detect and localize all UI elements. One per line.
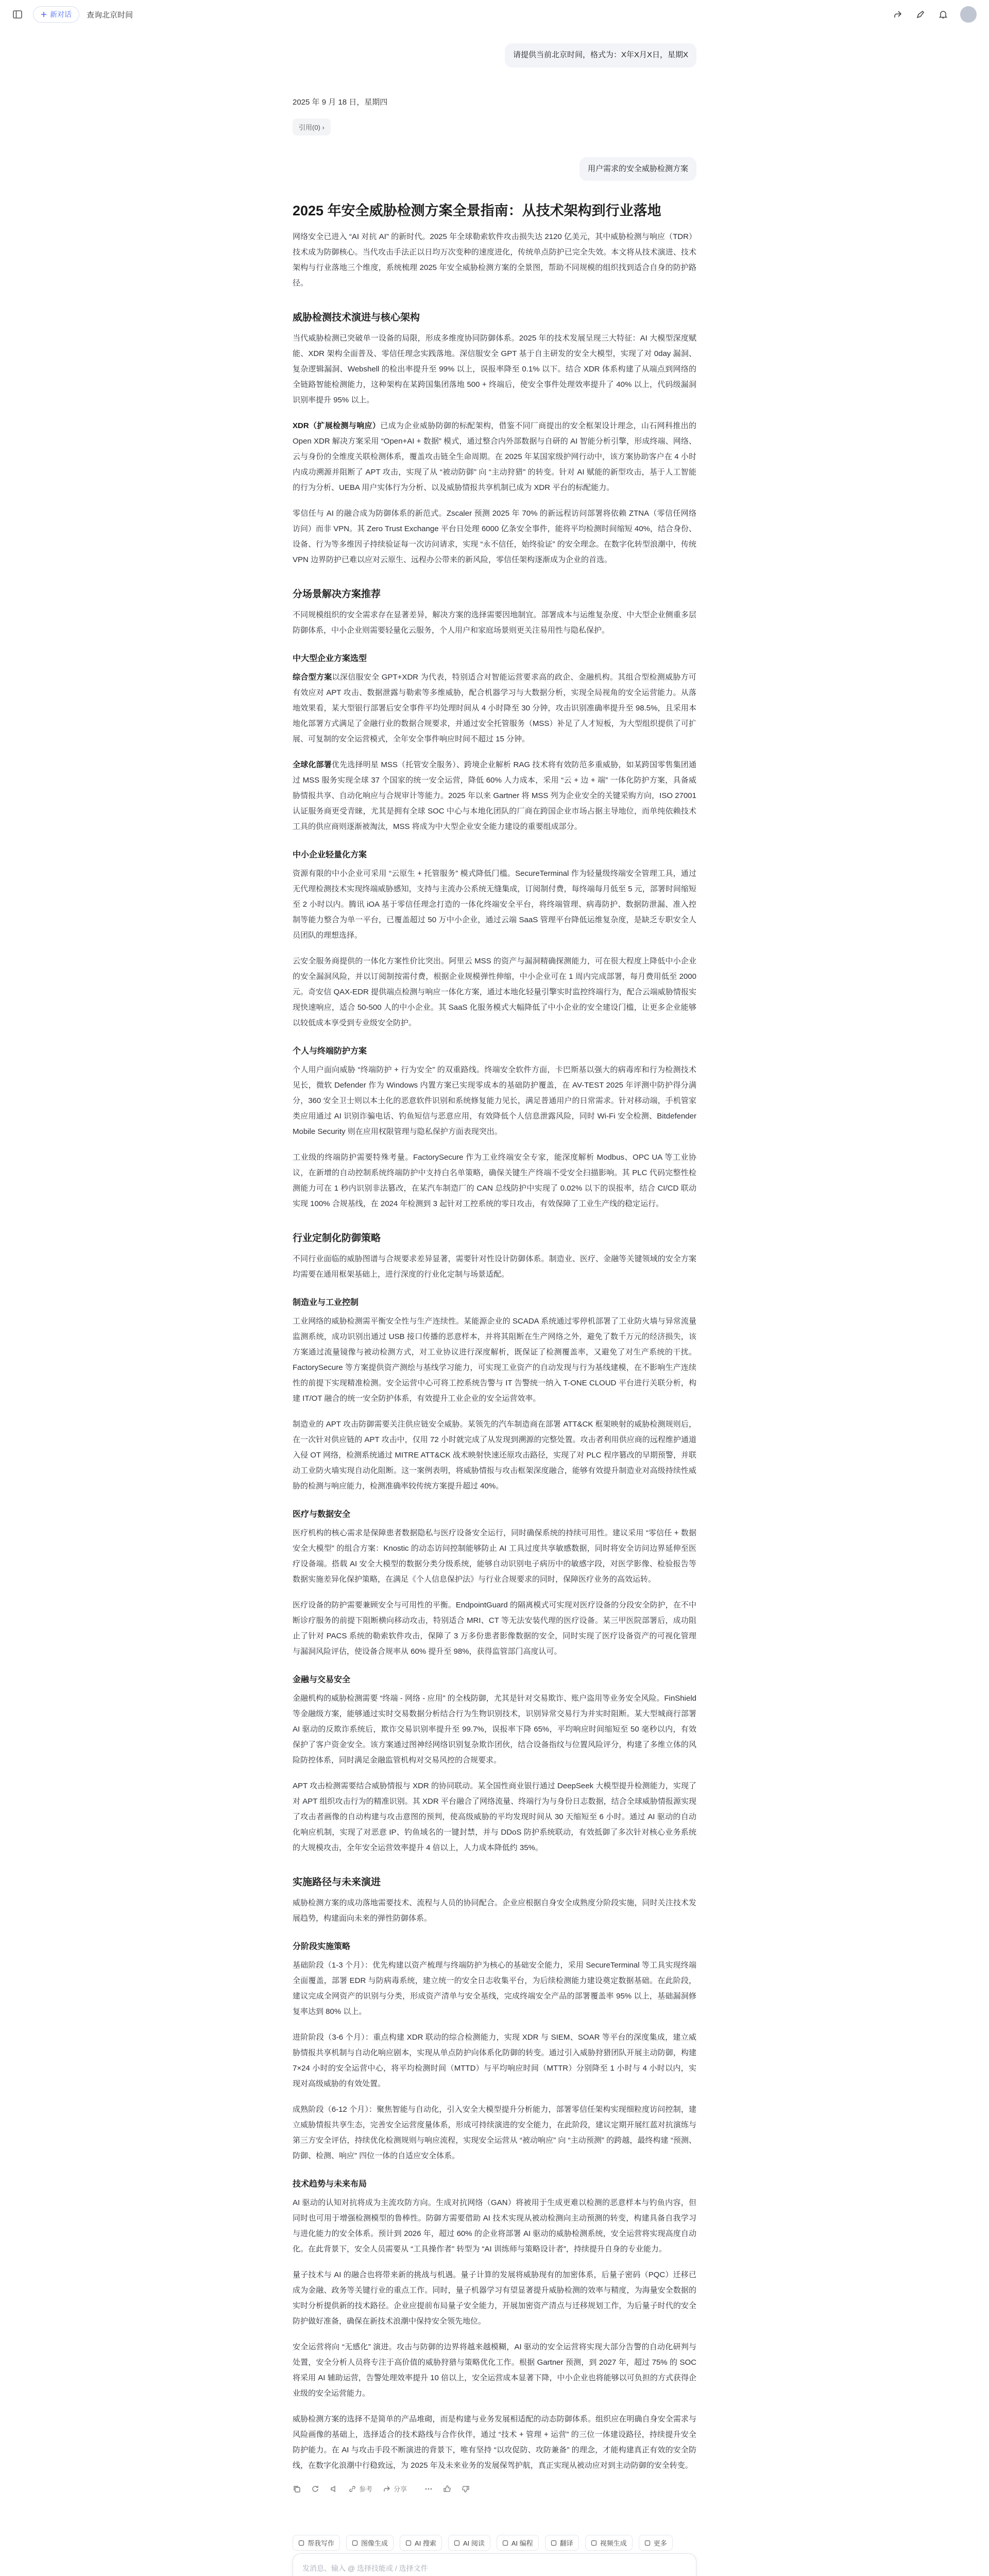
user-message-row xyxy=(293,157,696,181)
section-heading: 分场景解决方案推荐 xyxy=(293,589,381,600)
paragraph: 医疗机构的核心需求是保障患者数据隐私与医疗设备安全运行，同时确保系统的持续可用性。建议采用 “零信任 + 数据安全大模型” 的组合方案：Knostic 的动态访问控制能够防止 AI 工具过度共享敏感数据，同时将安全访问边界延伸至医疗设备端。搭载 AI 安全大模型的数据分类分级系统，能够自动识别电子病历中的敏感字段，对医学影像、检验报告等数据实施差异化保护策略，在满足《个人信息保护法》与行业合规要求的同时，保障医疗业务的高效运转。 xyxy=(293,1529,696,1584)
share-button[interactable] xyxy=(383,2484,407,2494)
assistant-article xyxy=(293,201,696,2473)
tool-chip[interactable] xyxy=(448,2535,490,2551)
reference-pill[interactable] xyxy=(293,118,331,135)
paragraph-lead: XDR（扩展检测与响应） xyxy=(293,421,381,431)
paragraph: AI 驱动的认知对抗将成为主流攻防方向。生成对抗网络（GAN）将被用于生成更难以检测的恶意样本与钓鱼内容，但同时也可用于增强检测模型的鲁棒性。防御方需要借助 AI 技术实现从被动检测向主动预测的转变，构建具备自我学习与进化能力的安全体系。预计到 2026 年，超过 60% 的企业将部署 AI 驱动的威胁检测系统，安全运营将实现高度自动化。在此背景下，安全人员需要从 “工具操作者” 转型为 “AI 训练师与策略设计者”，持续提升自身的专业能力。 xyxy=(293,2198,696,2254)
paragraph: 金融机构的威胁检测需要 “终端 - 网络 - 应用” 的全栈防御，尤其是针对交易欺诈、账户盗用等业务安全风险。FinShield 等金融级方案，能够通过实时交易数据分析结合行为生物识别技术，识别异常交易行为并实时阻断。某大型城商行部署 AI 驱动的反欺诈系统后，欺诈交易识别率提升至 99.7%，误报率下降 65%，平均响应时间缩短至 50 毫秒以内，有效保护了客户资金安全。该方案通过图神经网络识别复杂欺诈团伙，结合设备指纹与位置风险评分，构建了多维立体的风险防控体系，同时满足金融监管机构对交易风控的合规要求。 xyxy=(293,1694,696,1765)
message-action-bar xyxy=(293,2484,696,2494)
sidebar-toggle-icon[interactable] xyxy=(10,7,25,22)
new-chat-label: 新对话 xyxy=(50,10,72,19)
paragraph: 制造业的 APT 攻击防御需要关注供应链安全威胁。某领先的汽车制造商在部署 ATT&CK 框架映射的威胁检测规则后，在一次针对供应链的 APT 攻击中，仅用 72 小时就完成了从发现到溯源的完整处置。攻击者利用供应商的远程维护通道入侵 OT 网络，检测系统通过 MITRE ATT&CK 战术映射快速还原攻击路径，实现了对 PLC 程序篡改的早期预警，并联动工业防火墙实现自动化阻断。这一案例表明，将威胁情报与攻击框架深度融合，能够有效提升制造业对高级持续性威胁的检测与响应能力，检测准确率较传统方案提升超过 40%。 xyxy=(293,1420,696,1491)
message-composer[interactable] xyxy=(293,2553,696,2576)
paragraph xyxy=(293,418,696,496)
paragraph: 医疗设备的防护需要兼顾安全与可用性的平衡。EndpointGuard 的隔离模式可实现对医疗设备的分段安全防护，在不中断诊疗服务的前提下阻断横向移动攻击，特别适合 MRI、CT 等无法安装代理的医疗设备。某三甲医院部署后，成功阻止了针对 PACS 系统的勒索软件攻击，保障了 3 万多份患者影像数据的安全，同时实现了医疗设备资产的可视化管理与漏洞风险评估，使设备合规率从 60% 提升至 98%，获得监管部门高度认可。 xyxy=(293,1601,696,1656)
notification-icon[interactable] xyxy=(937,9,949,20)
chat-content xyxy=(293,31,696,2494)
grid-icon xyxy=(644,2540,651,2546)
paragraph: 威胁检测方案的成功落地需要技术、流程与人员的协同配合。企业应根据自身安全成熟度分阶段实施，同时关注技术发展趋势，构建面向未来的弹性防御体系。 xyxy=(293,1899,696,1923)
user-message-row xyxy=(293,43,696,67)
share-label: 分享 xyxy=(394,2485,407,2494)
paragraph-body: 已成为企业威胁防御的标配架构，借鉴不同厂商提出的安全框架设计理念，山石网科推出的 Open XDR 解决方案采用 “Open+AI + 数据” 模式，通过整合内外部数据与自研的 AI 智能分析引擎，形成终端、网络、云与身份的全维度关联检测体系，覆盖攻击链全生命周期。在 2025 年某国家级护网行动中，该方案协助客户在 4 小时内成功溯源并阻断了 APT 攻击，实现了从 “被动防御” 向 “主动狩猎” 的转变。针对 AI 赋能的新型攻击，基于人工智能的行为分析、UEBA 用户实体行为分析、以及威胁情报共享机制已成为 XDR 平台的标配能力。 xyxy=(293,421,697,493)
section-heading: 威胁检测技术演进与核心架构 xyxy=(293,312,420,324)
paragraph-body: 以深信服安全 GPT+XDR 为代表，特别适合对智能运营要求高的政企、金融机构。其组合型检测威胁方可有效应对 APT 攻击、数据泄露与勒索等多维威胁，配合机器学习与大数据分析，实现全局视角的安全运营能力。从落地效果看，某大型银行部署后安全事件平均处理时间从 4 小时降至 30 分钟，攻击识别准确率提升至 98.5%，且采用本地化部署方式满足了金融行业的数据合规要求，并通过安全托管服务（MSS）补足了人才短板，为大型组织提供了可扩展、可复制的安全运营模式，全年安全事件响应时间不超过 15 分钟。 xyxy=(293,673,696,744)
article-title: 2025 年安全威胁检测方案全景指南：从技术架构到行业落地 xyxy=(293,203,661,218)
tool-chip-label: 图像生成 xyxy=(361,2539,388,2547)
thumbs-up-icon[interactable] xyxy=(443,2485,451,2493)
subsection-heading: 分阶段实施策略 xyxy=(293,1942,351,1952)
avatar[interactable] xyxy=(960,6,977,23)
reference-label: 参考 xyxy=(359,2485,373,2494)
paragraph: 工业网络的威胁检测需平衡安全性与生产连续性。某能源企业的 SCADA 系统通过零停机部署了工业防火墙与异常流量监测系统，成功识别出通过 USB 接口传播的恶意样本，并将其阻断在生产网络之外，避免了数千万元的经济损失，该方案通过流量镜像与被动检测方式，对工业协议进行深度解析，既保证了检测覆盖率，又避免了对生产系统的干扰。FactorySecure 等方案提供资产测绘与基线学习能力，可实现工业资产的自动发现与行为基线建模，在不影响生产连续性的前提下实现精准检测。安全运营中心可将工控系统告警与 IT 告警统一纳入 T-ONE CLOUD 平台进行关联分析，构建 IT/OT 融合的统一安全防护体系，有效提升工业企业的安全运营效率。 xyxy=(293,1317,696,1403)
paragraph-body: 优先选择明星 MSS（托管安全服务）、跨境企业解析 RAG 技术将有效防范多重威胁，如某跨国零售集团通过 MSS 服务实现全球 37 个国家的统一安全运营，降低 60% 人力成本，采用 “云 + 边 + 端” 一体化防护方案，具备威胁情报共享、自动化响应与合规审计等能力。2025 年以来 Gartner 将 MSS 列为企业安全的关键采购方向，ISO 27001 认证服务商更受青睐，尤其是拥有全球 SOC 中心与本地化团队的厂商在跨国企业市场占据主导地位，而单纯依赖技术工具的供应商则逐渐被淘汰，MSS 将成为中大型企业安全能力建设的重要组成部分。 xyxy=(293,760,696,832)
translate-icon xyxy=(551,2540,557,2546)
subsection-heading: 制造业与工业控制 xyxy=(293,1298,359,1308)
tool-chip[interactable] xyxy=(497,2535,539,2551)
share-icon[interactable] xyxy=(892,9,903,20)
paragraph: 进阶阶段（3-6 个月）：重点构建 XDR 联动的综合检测能力，实现 XDR 与 SIEM、SOAR 等平台的深度集成，建立威胁情报共享机制与自动化响应剧本，实现从单点防护向体系化防御的转变。通过引入威胁狩猎团队开展主动防御，构建 7×24 小时的安全运营中心，将平均检测时间（MTTD）与平均响应时间（MTTR）分别降至 1 小时与 4 小时以内，实现对高级威胁的有效处置。 xyxy=(293,2033,696,2089)
paragraph: 量子技术与 AI 的融合也将带来新的挑战与机遇。量子计算的发展将威胁现有的加密体系，后量子密码（PQC）迁移已成为金融、政务等关键行业的重点工作。同时，量子机器学习有望显著提升威胁检测的效率与精度，为海量安全数据的实时分析提供新的技术路径。企业应提前布局量子安全能力，开展加密资产清点与迁移规划工作，为后量子时代的安全防护做好准备，确保在新技术浪潮中保持安全领先地位。 xyxy=(293,2270,696,2326)
paragraph: 威胁检测方案的选择不是简单的产品堆砌，而是构建与业务发展相适配的动态防御体系。组织应在明确自身安全需求与风险画像的基础上，选择适合的技术路线与合作伙伴，通过 “技术 + 管理 + 运营” 的三位一体建设路径，持续提升安全防护能力。在 AI 与攻击手段不断演进的背景下，唯有坚持 “以攻促防、攻防兼备” 的理念，才能构建真正有效的安全防线，在数字化浪潮中行稳致远，为 2025 年及未来业务的发展保驾护航，真正实现从被动应对到主动防御的安全转变。 xyxy=(293,2415,696,2470)
tool-chip[interactable] xyxy=(293,2535,340,2551)
paragraph-lead: 综合型方案 xyxy=(293,673,332,682)
tool-chip[interactable] xyxy=(346,2535,394,2551)
plus-icon xyxy=(41,11,47,18)
refresh-icon[interactable] xyxy=(311,2485,319,2493)
tool-chip-label: AI 编程 xyxy=(511,2539,533,2547)
reference-button[interactable] xyxy=(348,2484,372,2494)
chat-title: 查询北京时间 xyxy=(87,10,133,20)
thumbs-down-icon[interactable] xyxy=(462,2485,470,2493)
tool-chip-label: 更多 xyxy=(653,2539,667,2547)
pen-icon xyxy=(298,2540,304,2546)
share-arrow-icon xyxy=(383,2485,391,2493)
paragraph: 个人用户面向威胁 “终端防护 + 行为安全” 的双重路线。终端安全软件方面，卡巴斯基以强大的病毒库和行为检测技术见长，微软 Defender 作为 Windows 内置方案已实现零成本的基础防护覆盖，在 AV-TEST 2025 年评测中防护得分满分，360 安全卫士则以本土化的恶意软件识别和系统修复能力见长，满足普通用户的日常需求。针对移动端，手机管家类应用通过 AI 识别诈骗电话、钓鱼短信与恶意应用，有效降低个人信息泄露风险，同时 Wi-Fi 安全检测、Bitdefender Mobile Security 则在应用权限管理与隐私保护方面表现突出。 xyxy=(293,1065,696,1137)
subsection-heading: 中小企业轻量化方案 xyxy=(293,851,367,860)
assistant-answer: 2025 年 9 月 18 日，星期四 xyxy=(293,97,388,107)
section-heading: 实施路径与未来演进 xyxy=(293,1877,381,1888)
paragraph: 基础阶段（1-3 个月）：优先构建以资产梳理与终端防护为核心的基础安全能力，采用 SecureTerminal 等工具实现终端全面覆盖，部署 EDR 与防病毒系统，建立统一的安全日志收集平台，为后续检测能力建设奠定数据基础。在此阶段，建议完成全网资产的识别与分类，形成资产清单与安全基线，完成终端安全产品的部署覆盖率 95% 以上，基础漏洞修复率达到 80% 以上。 xyxy=(293,1961,696,2016)
video-icon xyxy=(591,2540,597,2546)
subsection-heading: 中大型企业方案选型 xyxy=(293,654,367,664)
paragraph: 安全运营将向 “无感化” 演进。攻击与防御的边界将越来越模糊，AI 驱动的安全运营将实现大部分告警的自动化研判与处置，安全分析人员将专注于高价值的威胁狩猎与策略优化工作。根据 Gartner 预测，到 2027 年，超过 75% 的 SOC 将采用 AI 辅助运营，告警处理效率提升 10 倍以上，安全运营成本显著下降，中小企业也将能够以可负担的方式获得企业级的安全运营能力。 xyxy=(293,2343,696,2398)
tool-chip-label: AI 搜索 xyxy=(415,2539,436,2547)
new-chat-button[interactable] xyxy=(33,6,79,23)
more-icon[interactable] xyxy=(424,2485,433,2493)
tool-chip[interactable] xyxy=(585,2535,633,2551)
article-intro: 网络安全已进入 “AI 对抗 AI” 的新时代。2025 年全球勒索软件攻击损失达 2120 亿美元，其中威胁检测与响应（TDR）技术成为防御核心。当代攻击手法正以日均万次变种的速度进化，传统单点防护已完全失效。本文将从技术演进、技术架构与行业落地三个维度，系统梳理 2025 年安全威胁检测方案的全景图，帮助不同规模的组织找到适合自身的防护路径。 xyxy=(293,232,696,288)
user-message: 用户需求的安全威胁检测方案 xyxy=(579,157,696,181)
paragraph: 当代威胁检测已突破单一设备的局限，形成多维度协同防御体系。2025 年的技术发展呈现三大特征：AI 大模型深度赋能、XDR 架构全面普及、零信任理念实践落地。深信服安全 GPT 基于自主研发的安全大模型，实现了对 0day 漏洞、复杂逻辑漏洞、Webshell 的检出率提升至 99% 以上，误报率降至 0.1% 以下。结合 XDR 体系构建了从端点到网络的全链路智能检测能力，这种架构在某跨国集团落地 500 + 终端后，使安全事件处理效率提升了 40% 以上，代码级漏洞识别率提升 95% 以上。 xyxy=(293,334,696,405)
paragraph xyxy=(293,757,696,835)
user-message: 请提供当前北京时间，格式为：X年X月X日，星期X xyxy=(505,43,696,67)
paragraph-lead: 全球化部署 xyxy=(293,760,332,770)
subsection-heading: 金融与交易安全 xyxy=(293,1675,351,1685)
tool-chip-label: 视频生成 xyxy=(600,2539,627,2547)
tool-chip-label: 帮我写作 xyxy=(308,2539,335,2547)
image-icon xyxy=(352,2540,358,2546)
paragraph: 不同行业面临的威胁图谱与合规要求差异显著，需要针对性设计防御体系。制造业、医疗、金融等关键领域的安全方案均需要在通用框架基础上，进行深度的行业化定制与场景适配。 xyxy=(293,1255,696,1279)
paragraph: 不同规模组织的安全需求存在显著差异，解决方案的选择需要因地制宜。部署成本与运维复杂度、中大型企业侧重多层防御体系，中小企业则需要轻量化云服务，个人用户和家庭场景则更关注易用性与隐私保护。 xyxy=(293,611,696,635)
tool-chip-label: 翻译 xyxy=(559,2539,573,2547)
search-icon xyxy=(405,2540,412,2546)
paragraph: 成熟阶段（6-12 个月）：聚焦智能与自动化，引入安全大模型提升分析能力，部署零信任架构实现细粒度访问控制，建立威胁情报共享生态，完善安全运营度量体系，形成可持续演进的安全能力，在此阶段，建议定期开展红蓝对抗演练与第三方安全评估，持续优化检测规则与响应流程，实现安全运营从 “被动响应” 向 “主动预测” 的跨越，最终构建 “预测、防御、检测、响应” 四位一体的自适应安全体系。 xyxy=(293,2105,696,2161)
top-bar-actions xyxy=(892,6,977,23)
subsection-heading: 技术趋势与未来布局 xyxy=(293,2180,367,2189)
subsection-heading: 个人与终端防护方案 xyxy=(293,1047,367,1056)
tool-chip[interactable] xyxy=(400,2535,442,2551)
section-heading: 行业定制化防御策略 xyxy=(293,1233,381,1244)
top-bar xyxy=(0,0,989,29)
edit-icon[interactable] xyxy=(915,9,926,20)
paragraph: 工业级的终端防护需要特殊考量。FactorySecure 作为工业终端安全专家，能深度解析 Modbus、OPC UA 等工业协议，在新增的自动控制系统终端防护中支持白名单策略，确保关键生产终端不受安全扫描影响。其 PLC 代码完整性检测能力可在 1 秒内识别非法篡改，在某汽车制造厂的 CAN 总线防护中实现了 0.02% 以下的误报率，结合 CI/CD 联动实现 100% 合规基线，在 2024 年检测到 3 起针对工控系统的零日攻击，有效保障了工业生产线的稳定运行。 xyxy=(293,1153,696,1209)
paragraph: APT 攻击检测需要结合威胁情报与 XDR 的协同联动。某全国性商业银行通过 DeepSeek 大模型提升检测能力，实现了对 APT 组织攻击行为的精准识别。其 XDR 平台融合了网络流量、终端行为与身份日志数据，结合全球威胁情报源实现了攻击者画像的自动构建与攻击意图的预判，使高级威胁的平均发现时间从 30 天缩短至 6 小时。通过 AI 驱动的自动化响应机制，实现了对恶意 IP、钓鱼域名的一键封禁，并与 DDoS 防护系统联动，有效抵御了多次针对核心业务系统的大规模攻击，全年安全运营效率提升 4 倍以上，人力成本降低约 35%。 xyxy=(293,1782,696,1853)
book-icon xyxy=(454,2540,460,2546)
paragraph: 零信任与 AI 的融合成为防御体系的新范式。Zscaler 预测 2025 年 70% 的新远程访问部署将依赖 ZTNA（零信任网络访问）而非 VPN。其 Zero Trust Exchange 平台日处理 6000 亿条安全事件，能将平均检测时间缩短 40%，结合身份、设备、行为等多维因子持续验证每一次访问请求，实现 “永不信任，始终验证” 的安全理念。在数字化转型浪潮中，传统 VPN 边界防护已难以应对云原生、远程办公带来的新风险，零信任架构逐渐成为企业的首选。 xyxy=(293,509,696,565)
paragraph xyxy=(293,670,696,747)
tool-chip-label: AI 阅读 xyxy=(463,2539,485,2547)
composer-input[interactable]: 发消息、输入 @ 选择技能或 / 选择文件 xyxy=(302,2564,428,2572)
reference-pill-label: 引用(0) › xyxy=(299,123,325,131)
code-icon xyxy=(502,2540,508,2546)
paragraph: 云安全服务商提供的一体化方案性价比突出。阿里云 MSS 的资产与漏洞精确探测能力，可在很大程度上降低中小企业的安全漏洞风险，并以订阅制按需付费，根据企业规模弹性伸缩，中小企业可在 1 周内完成部署，每月费用低至 2000 元。奇安信 QAX-EDR 提供端点检测与响应一体化方案，通过本地化轻量引擎实时监控终端行为，配合云端威胁情报实现快速响应，适合 50-500 人的中小企业。其 SaaS 化服务模式大幅降低了中小企业的安全建设门槛，让更多企业能够以较低成本享受到专业级安全防护。 xyxy=(293,957,696,1028)
copy-icon[interactable] xyxy=(293,2485,301,2493)
paragraph: 资源有限的中小企业可采用 “云原生 + 托管服务” 模式降低门槛。SecureTerminal 作为轻量级终端安全管理工具，通过无代理检测技术实现终端威胁感知，支持与主流办公系统无缝集成，订阅制付费，每终端每月低至 5 元，部署时间缩短至 2 小时以内。腾讯 iOA 基于零信任理念打造的一体化终端安全平台，将终端管理、病毒防护、数据防泄漏、准入控制等能力整合为单一平台，已覆盖超过 50 万中小企业，通过云端 SaaS 管理平台降低运维复杂度，是缺乏专职安全人员团队的理想选择。 xyxy=(293,869,696,940)
tool-chip[interactable] xyxy=(545,2535,579,2551)
link-icon xyxy=(348,2485,356,2493)
speaker-icon[interactable] xyxy=(330,2485,338,2493)
tool-chip[interactable] xyxy=(639,2535,673,2551)
tool-chip-row xyxy=(293,2535,696,2551)
subsection-heading: 医疗与数据安全 xyxy=(293,1510,351,1519)
